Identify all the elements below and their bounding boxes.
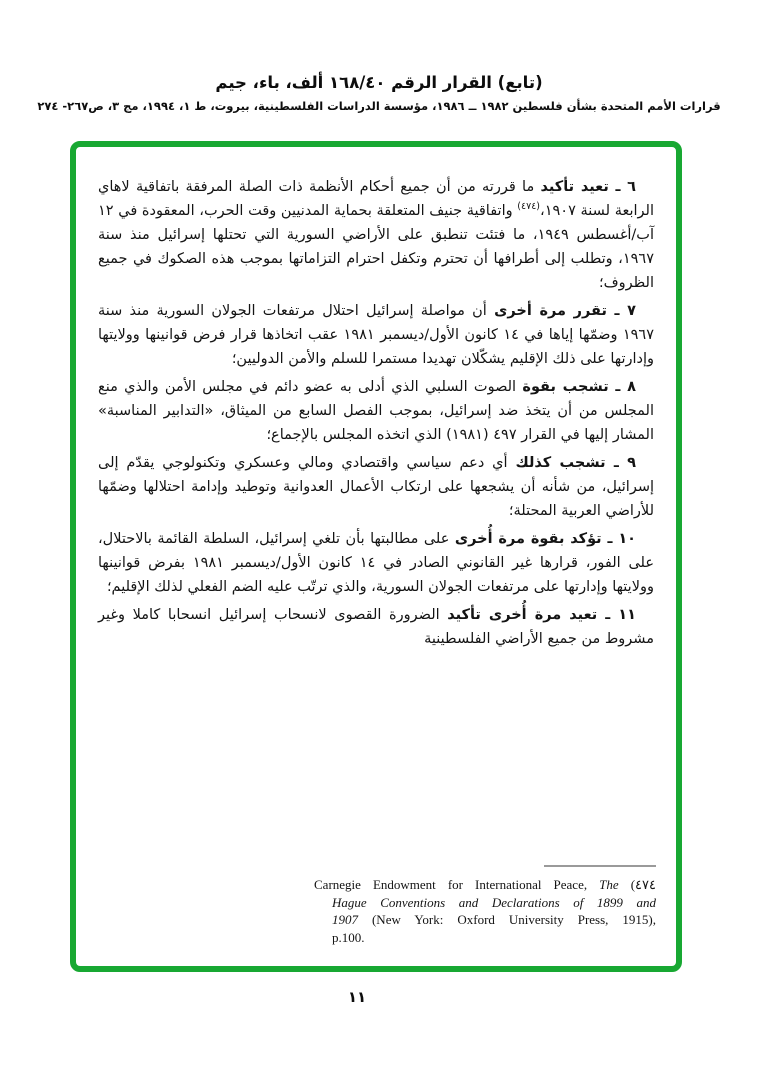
text-segment-normal: ما قررته من أن جميع أحكام الأنظمة ذات الصلة المرفقة باتفاقية لاهاي الرابعة لسنة ١٩٠٧، xyxy=(98,179,654,219)
text-segment-normal: الضرورة القصوى لانسحاب إسرائيل انسحابا كاملا وغير مشروط من جميع الأراضي الفلسطينية xyxy=(98,607,654,647)
text-segment-normal: الصوت السلبي الذي أدلى به عضو دائم في مجلس الأمن والذي منع المجلس من أن يتخذ ضد إسرائيل، بموجب الفصل السابع من الميثاق، «التدابير المناسبة» المشار إليها في القرار ٤٩٧ (١٩٨١) الذي اتخذه المجلس بالإجماع؛ xyxy=(98,379,654,443)
operative-paragraph-٧ xyxy=(98,299,654,371)
text-segment-normal: (New York: Oxford University Press, 1915), xyxy=(358,912,656,927)
footnote-line-3 xyxy=(314,911,656,929)
text-segment-bold: ١٠ ـ تؤكد بقوة مرة أُخرى xyxy=(454,531,637,547)
text-segment-bold: ٨ ـ تشجب بقوة xyxy=(522,379,636,395)
text-segment-italic: Hague Conventions and Declarations of 1899 and xyxy=(332,894,656,910)
footnote-line-1 xyxy=(314,876,656,894)
resolution-title: (تابع) القرار الرقم ١٦٨/٤٠ ألف، باء، جيم xyxy=(215,73,543,92)
text-segment-normal: p.100. xyxy=(332,929,365,945)
green-border-frame xyxy=(70,141,682,972)
operative-paragraph-٨ xyxy=(98,375,654,447)
operative-paragraph-١١ xyxy=(98,603,654,651)
text-segment-normal: (٤٧٤ xyxy=(618,877,656,892)
source-citation-line: قرارات الأمم المتحدة بشأن فلسطين ١٩٨٢ ــ ١٩٨٦، مؤسسة الدراسات الفلسطينية، بيروت، ط ١، ١٩٩٤، مج ٣، ص٢٦٧- ٢٧٤ xyxy=(37,99,721,113)
text-segment-bold: ٧ ـ تقرر مرة أخرى xyxy=(494,303,637,319)
text-segment-normal: أن مواصلة إسرائيل احتلال مرتفعات الجولان السورية منذ سنة ١٩٦٧ وضمّها إياها في ١٤ كانون الأول/ديسمبر ١٩٨١ عقب اتخاذها قرار فرض قوانينها وولايتها وإدارتها على ذلك الإقليم يشكّلان تهديدا مستمرا للسلم والأمن الدوليين؛ xyxy=(98,303,655,367)
text-segment-normal: واتفاقية جنيف المتعلقة بحماية المدنيين وقت الحرب، المعقودة في ١٢ آب/أغسطس ١٩٤٩، ما فتئت تنطبق على الأراضي السورية التي تحتلها إسرائيل منذ سنة ١٩٦٧، وتطلب إلى أطرافها أن تحترم وتكفل احترام التزاماتها بموجب هذه الصكوك في جميع الظروف؛ xyxy=(98,203,654,291)
operative-paragraph-١٠ xyxy=(98,527,654,599)
text-segment-normal: Carnegie Endowment for International Peace, xyxy=(314,877,600,892)
footnote-block xyxy=(314,865,656,946)
text-segment-normal: على مطالبتها بأن تلغي إسرائيل، السلطة القائمة بالاحتلال، على الفور، قرارها غير القانوني الصادر في ١٤ كانون الأول/ديسمبر ١٩٨١ بفرض قوانينها وولايتها وإدارتها على مرتفعات الجولان السورية، والذي ترتّب عليه الضم الفعلي لذلك الإقليم؛ xyxy=(98,531,654,595)
footnote-line-4 xyxy=(314,929,656,947)
text-segment-sup: (٤٧٤) xyxy=(517,201,541,213)
page-number: ١١ xyxy=(347,988,367,1006)
page-header xyxy=(0,72,758,115)
operative-paragraph-٦ xyxy=(98,175,654,295)
text-segment-italic: The xyxy=(599,877,619,892)
text-segment-normal: أي دعم سياسي واقتصادي ومالي وعسكري وتكنولوجي يقدّم إلى إسرائيل، من شأنه أن يشجعها على ارتكاب الأعمال العدوانية وتوطيد وإدامة احتلالها وضمّها للأراضي العربية المحتلة؛ xyxy=(98,455,654,519)
text-segment-bold: ٦ ـ تعيد تأكيد xyxy=(540,179,637,195)
footnote-lines xyxy=(314,876,656,946)
footnote-separator-rule xyxy=(544,865,656,867)
text-segment-bold: ٩ ـ تشجب كذلك xyxy=(515,455,637,471)
footnote-line-2 xyxy=(314,894,656,912)
operative-paragraph-٩ xyxy=(98,451,654,523)
text-segment-bold: ١١ ـ تعيد مرة أُخرى تأكيد xyxy=(447,607,636,623)
text-segment-italic: 1907 xyxy=(332,912,358,927)
body-paragraphs xyxy=(98,175,654,655)
